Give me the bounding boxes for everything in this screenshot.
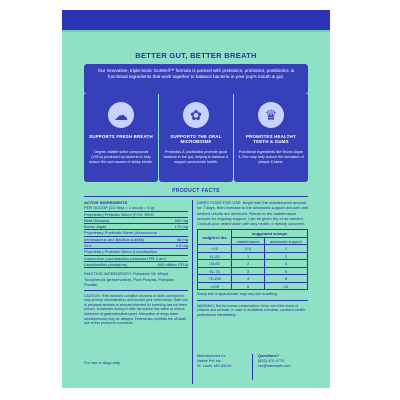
per-scoop-label: PER SCOOP (1/2 tbsp = 1 scoop = 5 g) xyxy=(84,205,155,211)
ingredient-name: Proprietary Probiotic Blend (Lactobacillus xyxy=(84,249,158,255)
contact-phone: (833) 470-4770 xyxy=(258,359,284,363)
table-cell: 6 xyxy=(264,267,307,275)
ingredient-amount: 4.5 mg xyxy=(175,243,188,249)
dosage-table xyxy=(197,229,308,290)
benefit-title: SUPPORTS FRESH BREATH xyxy=(89,134,153,139)
contact-email: vet@nativepet.com xyxy=(258,364,291,368)
divider xyxy=(84,196,308,197)
dogs-only-note: For use in dogs only. xyxy=(84,360,121,365)
ingredient-amount: 58 mg xyxy=(176,236,188,242)
benefit-oral-microbiome xyxy=(159,94,233,182)
table-row xyxy=(198,260,308,268)
manufacturer-city: St. Louis, MO 63110 xyxy=(197,364,232,368)
benefit-healthy-teeth xyxy=(234,94,308,182)
table-cell: 5 xyxy=(232,282,265,290)
ingredient-row xyxy=(84,262,188,268)
bag-top-band xyxy=(62,10,330,30)
manufacturer-label: Manufactured for xyxy=(197,354,226,358)
advanced-header: advanced support xyxy=(264,237,307,245)
ingredient-amount: 175 mg xyxy=(174,224,188,230)
table-cell: 4 xyxy=(264,260,307,268)
manufacturer-name: Native Pet Inc. xyxy=(197,359,222,363)
column-divider xyxy=(192,200,193,384)
ingredient-name: rhamnosus, Lactobacillus paracasei PR-4 and xyxy=(84,255,166,261)
table-cell: 26-50 xyxy=(198,260,232,268)
table-cell: 8 xyxy=(264,275,307,283)
ingredient-name: pentosaceus and Bacillus subtilis) xyxy=(84,236,145,242)
maintenance-header: maintenance xyxy=(232,237,265,245)
ingredients-list xyxy=(84,212,188,269)
table-cell: 2 xyxy=(232,260,265,268)
table-row xyxy=(198,267,308,275)
table-row xyxy=(198,245,308,253)
table-row xyxy=(198,275,308,283)
table-cell: 3 xyxy=(232,267,265,275)
headline: BETTER GUT, BETTER BREATH xyxy=(135,51,257,60)
ingredient-amount: 500 mg xyxy=(174,217,188,223)
ingredients-column xyxy=(84,200,188,326)
benefits-panel xyxy=(84,94,308,184)
divider xyxy=(84,290,188,291)
table-cell: 2 xyxy=(264,252,307,260)
warning-text: WARNING: Not for human consumption. Keep out of the reach of children and animals. In case of accidental overdose, contact a health professional immediately. xyxy=(197,303,305,317)
ingredient-name: Proprietary Prebiotic Blend (FOS, MOS, xyxy=(84,211,155,217)
suggested-scoops-header: suggested scoops xyxy=(232,230,308,238)
table-cell: <10 xyxy=(198,245,232,253)
bag-seal xyxy=(62,30,330,32)
table-cell: 0.5 xyxy=(232,245,265,253)
benefit-fresh-breath xyxy=(84,94,158,182)
table-row xyxy=(198,252,308,260)
divider xyxy=(197,300,308,301)
benefit-title: SUPPORTS THE ORAL MICROBIOME xyxy=(170,134,222,145)
microbiome-icon: ✿ xyxy=(183,102,209,128)
table-row xyxy=(198,282,308,290)
ingredient-name: Zinc xyxy=(84,243,92,249)
table-cell: 51-75 xyxy=(198,267,232,275)
scoop-note: Scoop size is approximate; may vary due to settling. xyxy=(197,292,278,297)
table-cell: 4 xyxy=(232,275,265,283)
divider xyxy=(252,354,253,380)
table-cell: 1 xyxy=(264,245,307,253)
intro-text: Our innovative, triple-biotic GutWell™ formula is packed with prebiotics, probiotics, postbiotics, & functional ingredients that work together to balance bacteria in your pup's mouth & gut. xyxy=(84,64,308,94)
caution-text: CAUTION: If the animal's condition worsens or does not improve, stop product administration and consult your veterinarian. Safe use in pregnant animals or animals intended for breeding has not been proven. Administer during or after the animal has eaten to reduce incidence of gastrointestinal upset. Absorption of drugs taken simultaneously may be delayed. Federal law prohibits the off-label use of this product in ruminants. xyxy=(84,293,188,326)
table-cell: 10 xyxy=(264,282,307,290)
active-ingredients-heading: ACTIVE INGREDIENTS xyxy=(84,200,128,205)
ingredient-amount: 500 million CFUs xyxy=(157,261,188,267)
benefit-text: Prebiotics & postbiotics promote good bacteria in the gut, helping to balance & support periodontal health. xyxy=(163,150,229,164)
ingredient-name: Beta Glucans) xyxy=(84,217,110,223)
contact-info xyxy=(258,354,308,369)
ingredient-name: Lactobacillus plantarum) xyxy=(84,261,128,267)
benefit-text: Functional ingredients like Brown Algae & Zinc may help reduce the formation of plaque & tartar. xyxy=(238,150,304,164)
inactive-ingredients: INACTIVE INGREDIENTS: Flaxseed Oil, Mixed Tocopherols (preservative), Pork Plasma, Pumpkin Powder xyxy=(84,271,174,287)
ingredient-name: Proprietary Postbiotic Blend (Aerococcus xyxy=(84,230,157,236)
ingredient-name: Brown Algae xyxy=(84,224,107,230)
benefit-title: PROMOTES HEALTHY TEETH & GUMS xyxy=(246,134,296,145)
table-cell: 76-100 xyxy=(198,275,232,283)
dog-breath-icon: ☁ xyxy=(108,102,134,128)
tooth-icon: ♛ xyxy=(258,102,284,128)
table-cell: >100 xyxy=(198,282,232,290)
product-facts-title: PRODUCT FACTS xyxy=(172,188,220,194)
table-cell: 1 xyxy=(232,252,265,260)
directions-column xyxy=(197,200,308,317)
manufacturer-info xyxy=(197,354,247,369)
weight-header: weight in lbs xyxy=(198,230,232,245)
questions-label: Questions? xyxy=(258,354,279,358)
directions-text: DIRECTIONS FOR USE: Begin with the maintenance amount for 7 days, then increase to the advanced support amount until desired results are achieved. Return to the maintenance amount for ongoing support. Can be given dry or as needed. Consult your veterinarian with any health or dietary concerns. xyxy=(197,200,308,227)
table-cell: 11-25 xyxy=(198,252,232,260)
product-bag xyxy=(62,10,330,388)
benefit-text: Targets volatile sulfur compounds (VSCs) produced by bacteria to help reduce the root causes of stinky breath. xyxy=(88,150,154,164)
